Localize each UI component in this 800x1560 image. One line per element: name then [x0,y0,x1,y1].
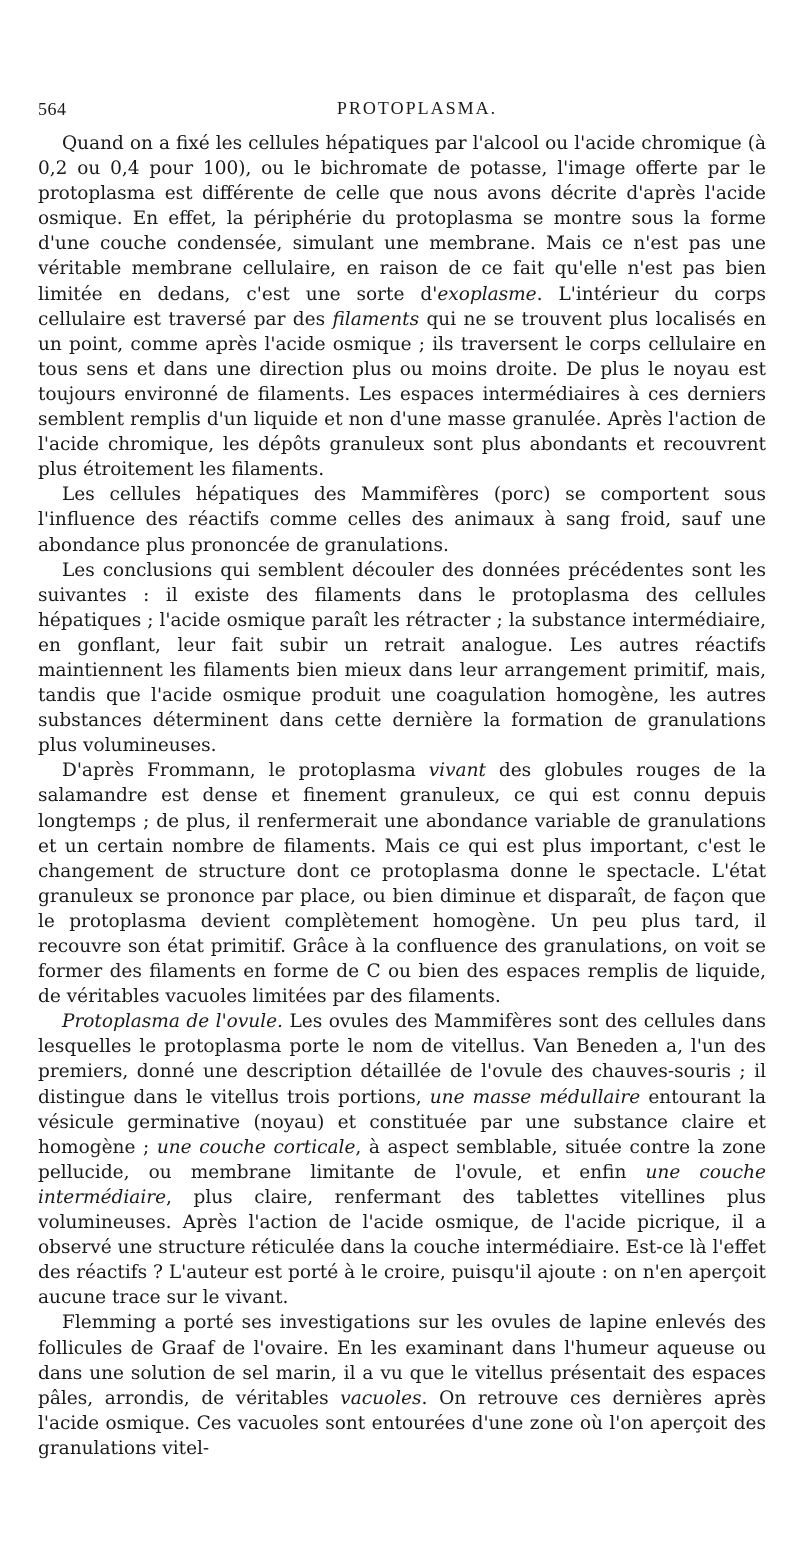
text-segment: . On retrouve ces dernières après l'acide osmique. Ces vacuoles sont entourées d'une zone où l'on aperçoit des granulations vitel- [38,1387,766,1459]
paragraph [38,1310,766,1461]
paragraph [38,1009,766,1310]
italic-term: vivant [428,760,486,782]
paragraph [38,131,766,482]
paragraph [38,482,766,557]
text-segment: Les cellules hépatiques des Mammifères (porc) se comportent sous l'influence des réactifs comme celles des animaux à sang froid, sauf une abondance plus prononcée de granulations. [38,484,766,556]
section-lead-heading: Protoplasma de l'ovule. [62,1011,283,1033]
running-title: PROTOPLASMA. [336,98,498,118]
italic-term: filaments [332,308,420,330]
italic-term: une masse médullaire [429,1086,641,1108]
text-segment: Les ovules des Mammifères sont des cellules dans lesquelles le protoplasma porte le nom de vitellus. Van Beneden a, l'un des premiers, donné une description détaillée de l'ovule des chauves-souris ; il distingue dans le vitellus trois portions, [38,1011,766,1108]
text-segment: D'après Frommann, le protoplasma [62,760,429,782]
italic-term: vacuoles [340,1387,422,1409]
paragraph [38,758,766,1009]
italic-term: une couche intermédiaire [38,1161,767,1208]
page-number: 564 [38,99,67,119]
text-segment: entourant la vésicule germinative (noyau) et constituée par une substance claire et homogène ; [38,1086,767,1158]
text-segment: des globules rouges de la salamandre est dense et finement granuleux, ce qui est connu depuis longtemps ; de plus, il renfermerait une abondance variable de granulations et un certain nombre de filaments. Mais ce qui est plus important, c'est le changement de structure dont ce protoplasma donne le spectacle. L'état granuleux se prononce par place, ou bien diminue et disparaît, de façon que le protoplasma devient complètement homogène. Un peu plus tard, il recouvre son état primitif. Grâce à la confluence des granulations, on voit se former des filaments en forme de C ou bien des espaces remplis de liquide, de véritables vacuoles limitées par des filaments. [38,760,766,1008]
text-segment: . L'intérieur du corps cellulaire est traversé par des [38,283,766,330]
paragraph [38,558,766,759]
page-body [38,131,766,1461]
text-segment: , à aspect semblable, située contre la zone pellucide, ou membrane limitante de l'ovule, et enfin [38,1136,766,1183]
text-segment: qui ne se trouvent plus localisés en un point, comme après l'acide osmique ; ils traversent le corps cellulaire en tous sens et dans une direction plus ou moins droite. De plus le noyau est toujours environné de filaments. Les espaces intermédiaires à ces derniers semblent remplis d'un liquide et non d'une masse granulée. Après l'action de l'acide chromique, les dépôts granuleux sont plus abondants et recouvrent plus étroitement les filaments. [38,308,766,481]
italic-term: exoplasme [437,283,537,305]
book-page [38,95,766,1461]
running-head [38,95,766,125]
text-segment: Les conclusions qui semblent découler des données précédentes sont les suivantes : il existe des filaments dans le protoplasma des cellules hépatiques ; l'acide osmique paraît les rétracter ; la substance intermédiaire, en gonflant, leur fait subir un retrait analogue. Les autres réactifs maintiennent les filaments bien mieux dans leur arrangement primitif, mais, tandis que l'acide osmique produit une coagulation homogène, les autres substances déterminent dans cette dernière la formation de granulations plus volumineuses. [38,559,766,757]
text-segment: Flemming a porté ses investigations sur les ovules de lapine enlevés des follicules de Graaf de l'ovaire. En les examinant dans l'humeur aqueuse ou dans une solution de sel marin, il a vu que le vitellus présentait des espaces pâles, arrondis, de véritables [38,1312,766,1409]
italic-term: une couche corticale [156,1136,356,1158]
text-segment: Quand on a fixé les cellules hépatiques par l'alcool ou l'acide chromique (à 0,2 ou 0,4 pour 100), ou le bichromate de potasse, l'image offerte par le protoplasma est différente de celle que nous avons décrite d'après l'acide osmique. En effet, la périphérie du protoplasma se montre sous la forme d'une couche condensée, simulant une membrane. Mais ce n'est pas une véritable membrane cellulaire, en raison de ce fait qu'elle n'est pas bien limitée en dedans, c'est une sorte d' [38,133,766,305]
text-segment: , plus claire, renfermant des tablettes vitellines plus volumineuses. Après l'action de l'acide osmique, de l'acide picrique, il a observé une structure réticulée dans la couche intermédiaire. Est-ce là l'effet des réactifs ? L'auteur est porté à le croire, puisqu'il ajoute : on n'en aperçoit aucune trace sur le vivant. [38,1186,766,1309]
